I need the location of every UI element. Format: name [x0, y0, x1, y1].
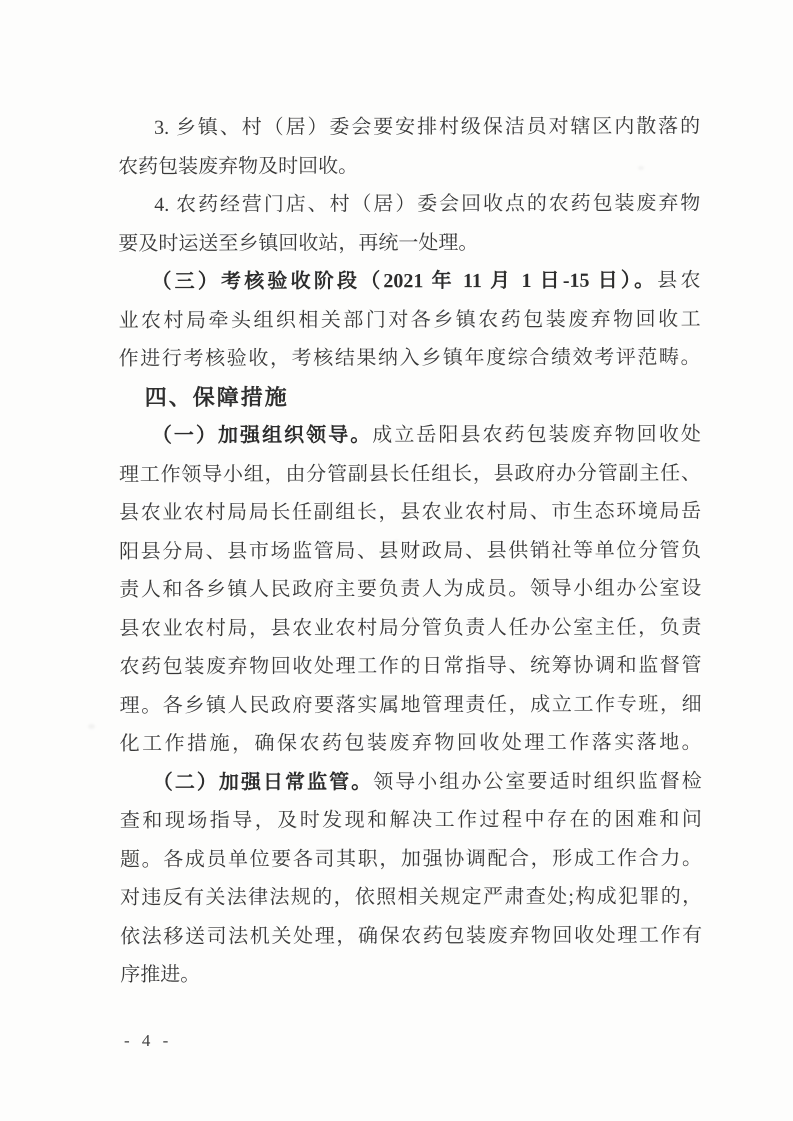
text-line: 业农村局牵头组织相关部门对各乡镇农药包装废弃物回收工: [118, 307, 701, 332]
line-text: 成立岳阳县农药包装废弃物回收处: [372, 423, 701, 447]
scan-speckle: [88, 724, 95, 729]
text-line: 阳县分局、县市场监管局、县财政局、县供销社等单位分管负: [119, 538, 702, 563]
text-line: 4. 农药经营门店、村（居）委会回收点的农药包装废弃物: [154, 192, 701, 216]
text-line: 查和现场指导，及时发现和解决工作过程中存在的困难和问: [119, 808, 702, 832]
text-line: 3. 乡镇、村（居）委会要安排村级保洁员对辖区内散落的: [154, 115, 701, 139]
lead-emphasis: （二）加强日常监管。: [152, 770, 374, 794]
line-text: 县农: [657, 269, 701, 292]
text-line: 农药包装废弃物及时回收。: [118, 154, 359, 178]
text-line: 作进行考核验收，考核结果纳入乡镇年度综合绩效考评范畴。: [118, 346, 701, 370]
lead-emphasis: （一）加强组织领导。: [151, 424, 373, 447]
text-line: 要及时运送至乡镇回收站，再统一处理。: [118, 231, 479, 255]
text-line: [118, 261, 700, 301]
text-line: 题。各成员单位要各司其职，加强协调配合，形成工作合力。: [119, 846, 702, 871]
text-line: [120, 762, 702, 802]
text-line: 县农业农村局局长任副组长，县农业农村局、市生态环境局岳: [119, 500, 702, 524]
text-line: 依法移送司法机关处理，确保农药包装废弃物回收处理工作有: [120, 923, 703, 948]
text-line: 理工作领导小组，由分管副县长任组长，县政府办分管副主任、: [118, 461, 701, 486]
line-text: 领导小组办公室要适时组织监督检: [373, 769, 702, 793]
document-body: [118, 107, 702, 994]
page-number: - 4 -: [124, 1031, 173, 1050]
text-line: 化工作措施，确保农药包装废弃物回收处理工作落实落地。: [119, 731, 702, 755]
text-line: 责人和各乡镇人民政府主要负责人为成员。领导小组办公室设: [119, 577, 702, 601]
text-line: 对违反有关法律法规的，依照相关规定严肃查处;构成犯罪的，: [120, 885, 703, 909]
text-line: 农药包装废弃物回收处理工作的日常指导、统筹协调和监督管: [119, 654, 702, 678]
text-line: 序推进。: [120, 963, 201, 986]
text-line: 县农业农村局，县农业农村局分管负责人任办公室主任，负责: [119, 615, 702, 640]
section-heading: 四、保障措施: [144, 384, 289, 410]
text-line: [119, 415, 701, 455]
lead-emphasis: （三）考核验收阶段（2021 年 11 月 1 日-15 日）。: [151, 269, 658, 293]
text-line: 理。各乡镇人民政府要落实属地管理责任，成立工作专班，细: [119, 692, 702, 717]
